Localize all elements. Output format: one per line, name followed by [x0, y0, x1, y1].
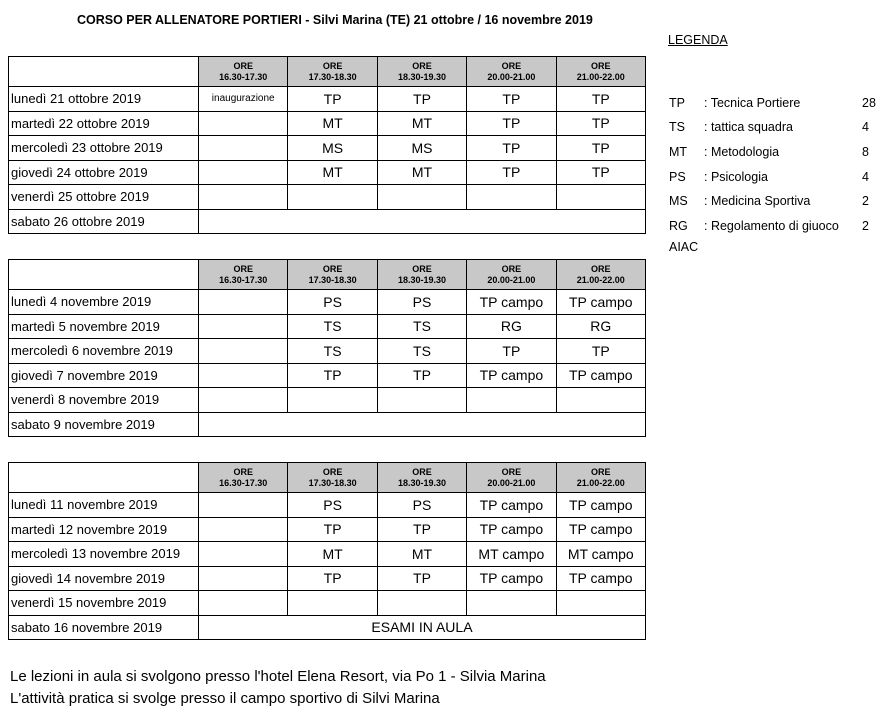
- session-cell: TP: [467, 111, 556, 136]
- legend-hours: 4: [862, 170, 869, 184]
- header-row: [9, 57, 646, 87]
- time-header-range: 17.30-18.30: [308, 71, 357, 82]
- document-title: CORSO PER ALLENATORE PORTIERI - Silvi Marina (TE) 21 ottobre / 16 novembre 2019: [77, 13, 593, 27]
- session-cell: PS: [288, 290, 377, 315]
- session-cell: [199, 363, 288, 388]
- time-header: [556, 260, 645, 290]
- session-cell: MT: [377, 160, 466, 185]
- practice-note: L'attività pratica si svolge presso il campo sportivo di Silvi Marina: [10, 690, 440, 707]
- legend-code: MT: [669, 145, 688, 159]
- session-cell: TS: [288, 314, 377, 339]
- session-cell: MT: [288, 160, 377, 185]
- legend-hours: 8: [862, 145, 869, 159]
- time-header-label: ORE: [233, 263, 253, 274]
- session-cell: [199, 388, 288, 413]
- time-header: [467, 260, 556, 290]
- session-cell: MT: [377, 111, 466, 136]
- session-cell: [199, 290, 288, 315]
- legend-code: TP: [669, 96, 685, 110]
- table-row: [9, 160, 646, 185]
- session-cell: [288, 388, 377, 413]
- session-cell: TP: [377, 517, 466, 542]
- day-label: martedì 5 novembre 2019: [9, 314, 199, 339]
- day-label: lunedì 11 novembre 2019: [9, 493, 199, 518]
- time-header-range: 16.30-17.30: [219, 274, 268, 285]
- day-label: sabato 16 novembre 2019: [9, 615, 199, 640]
- session-cell: [199, 591, 288, 616]
- day-label: giovedì 14 novembre 2019: [9, 566, 199, 591]
- session-cell: [288, 591, 377, 616]
- session-cell: TP: [556, 160, 645, 185]
- day-label: lunedì 4 novembre 2019: [9, 290, 199, 315]
- session-cell: MT: [288, 542, 377, 567]
- day-label: mercoledì 23 ottobre 2019: [9, 136, 199, 161]
- session-cell: TP: [467, 87, 556, 112]
- session-cell: TP campo: [467, 290, 556, 315]
- time-header-label: ORE: [322, 60, 343, 71]
- session-cell: TP: [288, 517, 377, 542]
- time-header-range: 21.00-22.00: [576, 274, 625, 285]
- table-row: [9, 517, 646, 542]
- time-header-range: 21.00-22.00: [576, 71, 625, 82]
- table-row: [9, 615, 646, 640]
- time-header-label: ORE: [412, 466, 432, 477]
- session-cell: [199, 160, 288, 185]
- time-header: [556, 57, 645, 87]
- day-label: sabato 9 novembre 2019: [9, 412, 199, 437]
- time-header: [377, 463, 466, 493]
- legend-code: PS: [669, 170, 686, 184]
- day-label: martedì 12 novembre 2019: [9, 517, 199, 542]
- schedule-table-week-2: [8, 259, 646, 437]
- table-row: [9, 412, 646, 437]
- session-cell: TP campo: [556, 363, 645, 388]
- session-cell: [377, 591, 466, 616]
- time-header: [377, 57, 466, 87]
- time-header: [377, 260, 466, 290]
- time-header-range: 16.30-17.30: [219, 71, 268, 82]
- session-cell: [199, 566, 288, 591]
- session-cell: RG: [467, 314, 556, 339]
- legend-description: : Medicina Sportiva: [704, 194, 811, 208]
- session-cell: TS: [288, 339, 377, 364]
- time-header: [288, 57, 377, 87]
- table-row: [9, 290, 646, 315]
- day-label: giovedì 7 novembre 2019: [9, 363, 199, 388]
- time-header: [199, 260, 288, 290]
- time-header-label: ORE: [501, 466, 522, 477]
- session-cell: TP campo: [467, 493, 556, 518]
- table-row: [9, 314, 646, 339]
- time-header-range: 20.00-21.00: [487, 477, 536, 488]
- legend-code: RG: [669, 219, 688, 233]
- time-header-range: 21.00-22.00: [576, 477, 625, 488]
- legend-description: : Metodologia: [704, 145, 780, 159]
- time-header-label: ORE: [591, 466, 611, 477]
- legend-title: LEGENDA: [668, 33, 728, 47]
- time-header-range: 17.30-18.30: [308, 274, 357, 285]
- session-cell: TP: [556, 339, 645, 364]
- legend-description: : Psicologia: [704, 170, 768, 184]
- table-row: [9, 185, 646, 210]
- day-label: lunedì 21 ottobre 2019: [9, 87, 199, 112]
- session-cell: [199, 111, 288, 136]
- session-cell: TP campo: [467, 566, 556, 591]
- time-header: [288, 463, 377, 493]
- legend-hours: 2: [862, 219, 869, 233]
- merged-session-cell: ESAMI IN AULA: [199, 615, 646, 640]
- session-cell: TP: [467, 160, 556, 185]
- session-cell: [199, 185, 288, 210]
- session-cell: TP: [467, 136, 556, 161]
- session-cell: TS: [377, 339, 466, 364]
- table-row: [9, 363, 646, 388]
- day-label: venerdì 25 ottobre 2019: [9, 185, 199, 210]
- session-cell: [288, 185, 377, 210]
- time-header-range: 17.30-18.30: [308, 477, 357, 488]
- session-cell: MT: [288, 111, 377, 136]
- session-cell: MT campo: [556, 542, 645, 567]
- legend-description: : Regolamento di giuoco: [704, 219, 839, 233]
- session-cell: [467, 388, 556, 413]
- session-cell: TP campo: [556, 517, 645, 542]
- time-header-range: 18.30-19.30: [397, 477, 446, 488]
- session-cell: [556, 388, 645, 413]
- session-cell: TP: [288, 566, 377, 591]
- time-header-label: ORE: [591, 60, 611, 71]
- session-cell: TP: [467, 339, 556, 364]
- day-label: venerdì 8 novembre 2019: [9, 388, 199, 413]
- merged-session-cell: [199, 412, 646, 437]
- time-header-label: ORE: [501, 263, 522, 274]
- session-cell: [556, 185, 645, 210]
- session-cell: inaugurazione: [199, 87, 288, 112]
- legend-code: MS: [669, 194, 688, 208]
- day-label: martedì 22 ottobre 2019: [9, 111, 199, 136]
- header-row: [9, 463, 646, 493]
- session-cell: [199, 493, 288, 518]
- legend-hours: 2: [862, 194, 869, 208]
- session-cell: TP campo: [467, 517, 556, 542]
- day-label: mercoledì 13 novembre 2019: [9, 542, 199, 567]
- table-row: [9, 209, 646, 234]
- merged-session-cell: [199, 209, 646, 234]
- table-row: [9, 388, 646, 413]
- time-header-range: 18.30-19.30: [397, 274, 446, 285]
- session-cell: PS: [377, 493, 466, 518]
- time-header: [288, 260, 377, 290]
- session-cell: [199, 136, 288, 161]
- legend-code: TS: [669, 120, 685, 134]
- session-cell: [556, 591, 645, 616]
- session-cell: [377, 388, 466, 413]
- time-header: [556, 463, 645, 493]
- day-label: giovedì 24 ottobre 2019: [9, 160, 199, 185]
- venue-note: Le lezioni in aula si svolgono presso l'hotel Elena Resort, via Po 1 - Silvia Marina: [10, 668, 546, 685]
- corner-cell: [9, 57, 199, 87]
- time-header-label: ORE: [412, 263, 432, 274]
- session-cell: [199, 314, 288, 339]
- day-label: mercoledì 6 novembre 2019: [9, 339, 199, 364]
- session-cell: TP: [288, 87, 377, 112]
- session-cell: RG: [556, 314, 645, 339]
- schedule-table-week-1: [8, 56, 646, 234]
- header-row: [9, 260, 646, 290]
- session-cell: MS: [288, 136, 377, 161]
- time-header: [199, 463, 288, 493]
- session-cell: TP campo: [467, 363, 556, 388]
- legend-extra-note: AIAC: [669, 240, 699, 254]
- time-header-range: 18.30-19.30: [397, 71, 446, 82]
- session-cell: TP: [556, 136, 645, 161]
- time-header-label: ORE: [322, 466, 343, 477]
- session-cell: TP: [377, 363, 466, 388]
- legend-hours: 4: [862, 120, 869, 134]
- session-cell: [199, 517, 288, 542]
- session-cell: MT campo: [467, 542, 556, 567]
- table-row: [9, 542, 646, 567]
- session-cell: TP campo: [556, 290, 645, 315]
- time-header-label: ORE: [322, 263, 343, 274]
- session-cell: [467, 185, 556, 210]
- corner-cell: [9, 260, 199, 290]
- session-cell: MS: [377, 136, 466, 161]
- time-header-range: 20.00-21.00: [487, 274, 536, 285]
- legend-hours: 28: [862, 96, 876, 110]
- session-cell: TP: [377, 87, 466, 112]
- session-cell: TP: [556, 111, 645, 136]
- table-row: [9, 566, 646, 591]
- session-cell: TP: [288, 363, 377, 388]
- time-header-range: 20.00-21.00: [487, 71, 536, 82]
- session-cell: TP campo: [556, 566, 645, 591]
- table-row: [9, 87, 646, 112]
- session-cell: [467, 591, 556, 616]
- time-header-range: 16.30-17.30: [219, 477, 268, 488]
- legend-description: : Tecnica Portiere: [704, 96, 801, 110]
- table-row: [9, 111, 646, 136]
- time-header-label: ORE: [591, 263, 611, 274]
- session-cell: [199, 339, 288, 364]
- day-label: sabato 26 ottobre 2019: [9, 209, 199, 234]
- table-row: [9, 339, 646, 364]
- session-cell: [377, 185, 466, 210]
- time-header-label: ORE: [233, 60, 253, 71]
- session-cell: TP: [377, 566, 466, 591]
- day-label: venerdì 15 novembre 2019: [9, 591, 199, 616]
- corner-cell: [9, 463, 199, 493]
- legend-description: : tattica squadra: [704, 120, 793, 134]
- time-header: [467, 57, 556, 87]
- time-header: [467, 463, 556, 493]
- time-header: [199, 57, 288, 87]
- table-row: [9, 493, 646, 518]
- time-header-label: ORE: [233, 466, 253, 477]
- time-header-label: ORE: [412, 60, 432, 71]
- table-row: [9, 591, 646, 616]
- session-cell: PS: [377, 290, 466, 315]
- table-row: [9, 136, 646, 161]
- schedule-table-week-3: [8, 462, 646, 640]
- session-cell: PS: [288, 493, 377, 518]
- session-cell: TS: [377, 314, 466, 339]
- session-cell: TP: [556, 87, 645, 112]
- session-cell: [199, 542, 288, 567]
- time-header-label: ORE: [501, 60, 522, 71]
- session-cell: MT: [377, 542, 466, 567]
- session-cell: TP campo: [556, 493, 645, 518]
